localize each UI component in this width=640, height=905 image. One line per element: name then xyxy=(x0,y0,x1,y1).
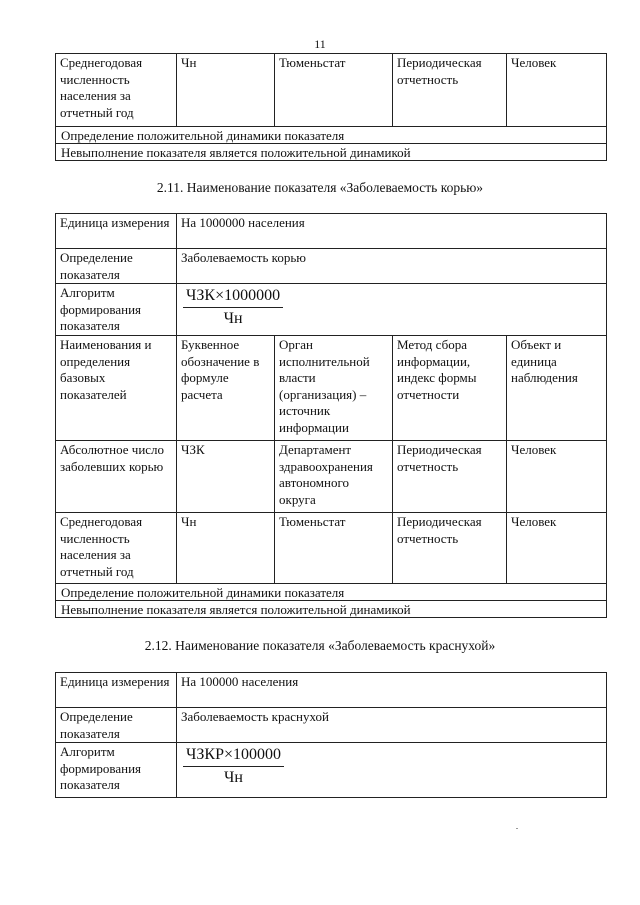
formula-fraction xyxy=(183,287,283,330)
formula-numerator: ЧЗК×1000000 xyxy=(183,287,283,308)
column-header: Наименования и определения базовых показателей xyxy=(56,336,177,441)
column-header: Буквенное обозначение в формуле расчета xyxy=(177,336,275,441)
page-number: 11 xyxy=(314,37,326,51)
formula-fraction xyxy=(183,746,284,789)
table-row xyxy=(56,584,607,601)
unit-label: Единица измерения xyxy=(56,214,177,249)
algorithm-formula xyxy=(177,743,607,798)
table-cell: Тюменьстат xyxy=(275,54,393,127)
table-top-continuation xyxy=(55,53,607,161)
column-header: Метод сбора информации, индекс формы отчетности xyxy=(393,336,507,441)
table-cell: Департамент здравоохранения автономного округа xyxy=(275,441,393,513)
table-row xyxy=(56,127,607,144)
definition-value: Заболеваемость корью xyxy=(177,249,607,284)
table-cell: Человек xyxy=(507,54,607,127)
table-cell: Периодическая отчетность xyxy=(393,54,507,127)
algorithm-formula xyxy=(177,284,607,336)
definition-label: Определение показателя xyxy=(56,249,177,284)
table-row xyxy=(56,441,607,513)
table-row xyxy=(56,708,607,743)
table-row xyxy=(56,673,607,708)
table-row xyxy=(56,513,607,584)
table-row xyxy=(56,54,607,127)
formula-denominator: Чн xyxy=(223,310,243,327)
table-cell: Тюменьстат xyxy=(275,513,393,584)
table-row xyxy=(56,743,607,798)
table-row xyxy=(56,214,607,249)
section-heading-2-11: 2.11. Наименование показателя «Заболеваемость корью» xyxy=(156,180,484,195)
table-header-row xyxy=(56,336,607,441)
scan-speck xyxy=(516,828,518,829)
table-cell: Чн xyxy=(177,54,275,127)
algorithm-label: Алгоритм формирования показателя xyxy=(56,743,177,798)
definition-label: Определение показателя xyxy=(56,708,177,743)
unit-value: На 100000 населения xyxy=(177,673,607,708)
nonfulfillment-note: Невыполнение показателя является положительной динамикой xyxy=(56,144,607,161)
table-cell: Чн xyxy=(177,513,275,584)
table-row xyxy=(56,144,607,161)
table-cell: Абсолютное число заболевших корью xyxy=(56,441,177,513)
positive-dynamics-definition: Определение положительной динамики показателя xyxy=(56,127,607,144)
unit-value: На 1000000 населения xyxy=(177,214,607,249)
table-cell: ЧЗК xyxy=(177,441,275,513)
algorithm-label: Алгоритм формирования показателя xyxy=(56,284,177,336)
table-cell: Периодическая отчетность xyxy=(393,513,507,584)
section-heading-2-12: 2.12. Наименование показателя «Заболеваемость краснухой» xyxy=(144,638,496,653)
table-row xyxy=(56,249,607,284)
column-header: Орган исполнительной власти (организация) – источник информации xyxy=(275,336,393,441)
table-row xyxy=(56,601,607,618)
table-cell: Человек xyxy=(507,441,607,513)
table-indicator-rubella xyxy=(55,672,607,798)
formula-denominator: Чн xyxy=(224,769,243,786)
column-header: Объект и единица наблюдения xyxy=(507,336,607,441)
definition-value: Заболеваемость краснухой xyxy=(177,708,607,743)
table-cell: Человек xyxy=(507,513,607,584)
nonfulfillment-note: Невыполнение показателя является положительной динамикой xyxy=(56,601,607,618)
table-indicator-measles xyxy=(55,213,607,618)
formula-numerator: ЧЗКР×100000 xyxy=(183,746,284,767)
table-cell: Периодическая отчетность xyxy=(393,441,507,513)
table-row xyxy=(56,284,607,336)
table-cell: Среднегодовая численность населения за отчетный год xyxy=(56,54,177,127)
table-cell: Среднегодовая численность населения за отчетный год xyxy=(56,513,177,584)
unit-label: Единица измерения xyxy=(56,673,177,708)
positive-dynamics-definition: Определение положительной динамики показателя xyxy=(56,584,607,601)
